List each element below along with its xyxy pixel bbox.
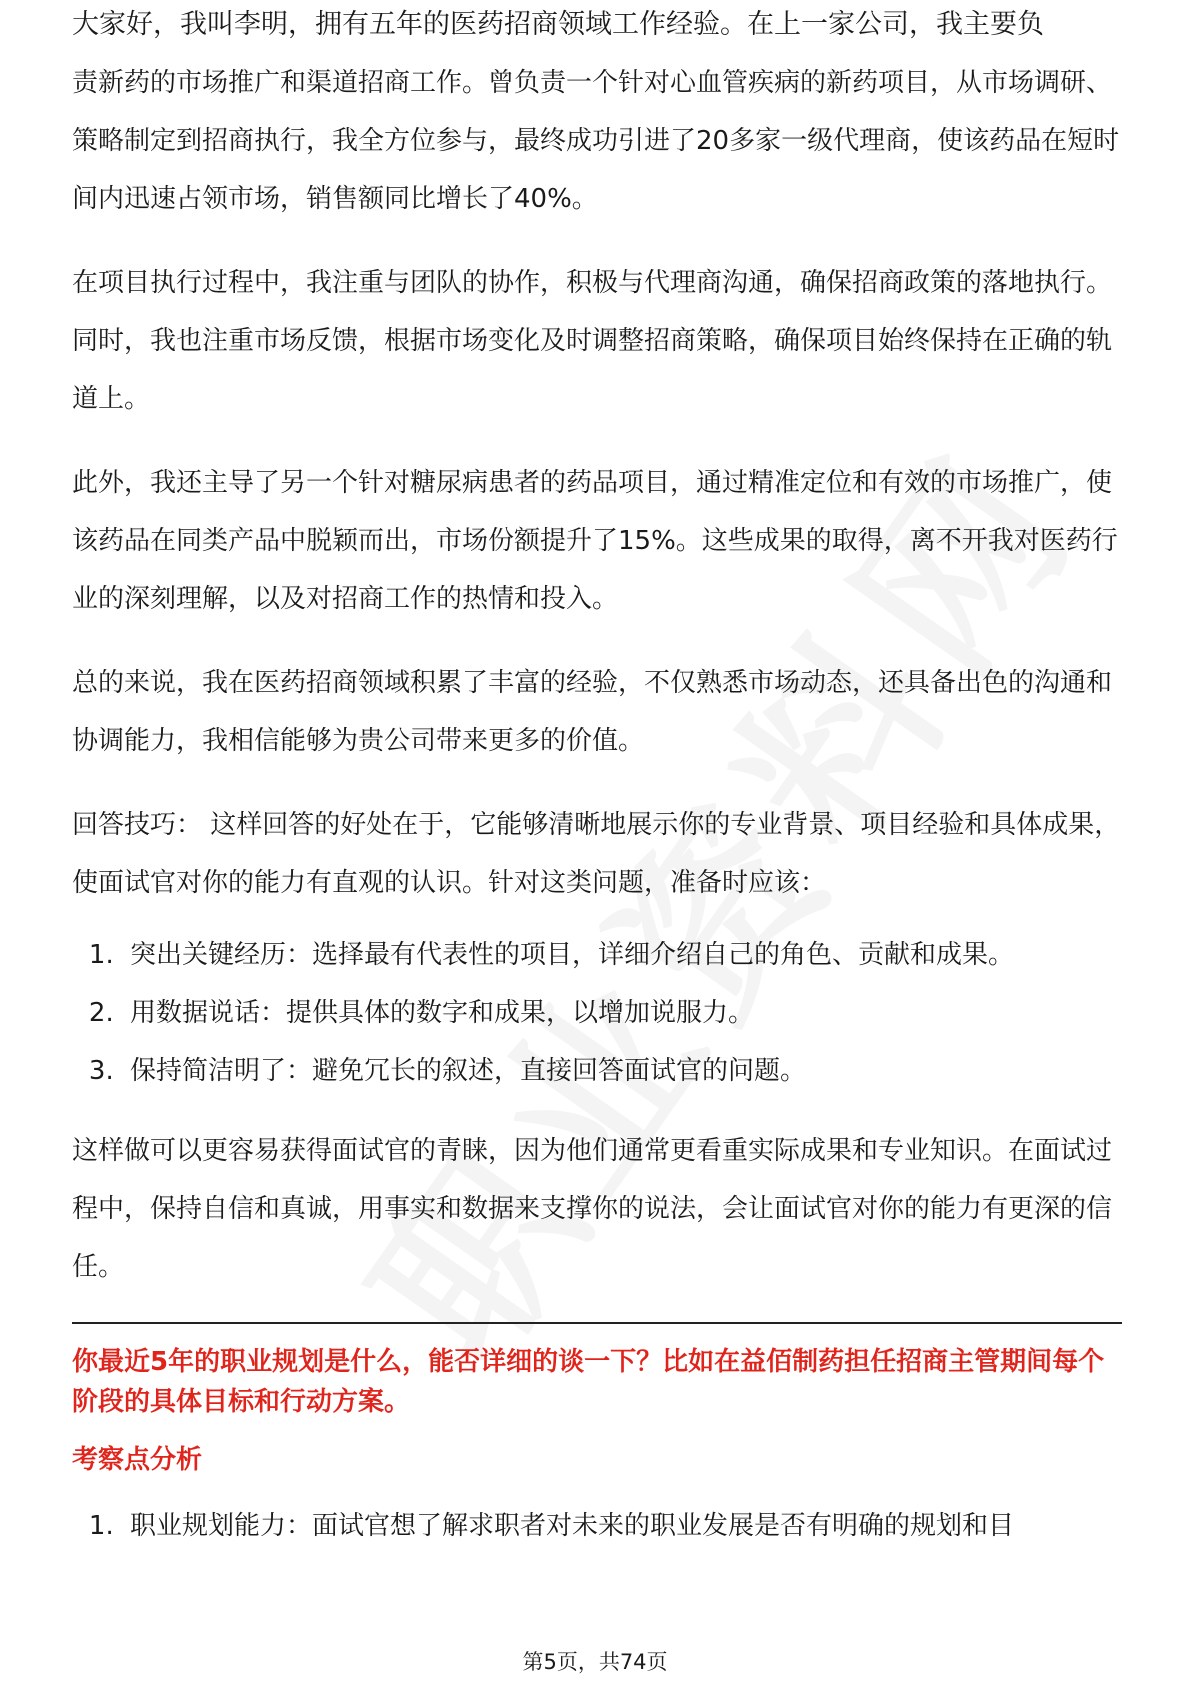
tips-list	[72, 926, 1122, 1100]
clipped-top-line-text: 大家好，我叫李明，拥有五年的医药招商领域工作经验。在上一家公司，我主要负	[72, 9, 1044, 40]
page-content	[72, 9, 1122, 1546]
paragraph-project-cardio: 责新药的市场推广和渠道招商工作。曾负责一个针对心血管疾病的新药项目，从市场调研、策略制定到招商执行，我全方位参与，最终成功引进了20多家一级代理商，使该药品在短时间内迅速占领市场，销售额同比增长了40%。	[72, 68, 1120, 214]
analysis-title: 考察点分析	[72, 1445, 203, 1475]
list-item: 1. 突出关键经历：选择最有代表性的项目，详细介绍自己的角色、贡献和成果。	[122, 926, 1122, 984]
paragraph-answer-tips: 回答技巧： 这样回答的好处在于，它能够清晰地展示你的专业背景、项目经验和具体成果，使面试官对你的能力有直观的认识。针对这类问题，准备时应该：	[72, 810, 1121, 898]
paragraph-closing: 这样做可以更容易获得面试官的青睐，因为他们通常更看重实际成果和专业知识。在面试过程中，保持自信和真诚，用事实和数据来支撑你的说法，会让面试官对你的能力有更深的信任。	[72, 1136, 1113, 1282]
paragraph-summary: 总的来说，我在医药招商领域积累了丰富的经验，不仅熟悉市场动态，还具备出色的沟通和协调能力，我相信能够为贵公司带来更多的价值。	[72, 668, 1113, 756]
clipped-top-line	[72, 9, 1122, 54]
list-item: 1. 职业规划能力：面试官想了解求职者对未来的职业发展是否有明确的规划和目	[122, 1506, 1122, 1546]
analysis-points-list	[72, 1506, 1122, 1546]
paragraph-teamwork: 在项目执行过程中，我注重与团队的协作，积极与代理商沟通，确保招商政策的落地执行。同时，我也注重市场反馈，根据市场变化及时调整招商策略，确保项目始终保持在正确的轨道上。	[72, 268, 1113, 414]
list-item: 3. 保持简洁明了：避免冗长的叙述，直接回答面试官的问题。	[122, 1042, 1122, 1100]
list-item: 2. 用数据说话：提供具体的数字和成果，以增加说服力。	[122, 984, 1122, 1042]
paragraph-diabetes-project: 此外，我还主导了另一个针对糖尿病患者的药品项目，通过精准定位和有效的市场推广，使该药品在同类产品中脱颖而出，市场份额提升了15%。这些成果的取得，离不开我对医药行业的深刻理解，以及对招商工作的热情和投入。	[72, 468, 1118, 614]
question-heading: 你最近5年的职业规划是什么，能否详细的谈一下？比如在益佰制药担任招商主管期间每个阶段的具体目标和行动方案。	[72, 1347, 1105, 1417]
page-footer: 第5页，共74页	[522, 1650, 668, 1674]
section-divider	[72, 1322, 1122, 1324]
